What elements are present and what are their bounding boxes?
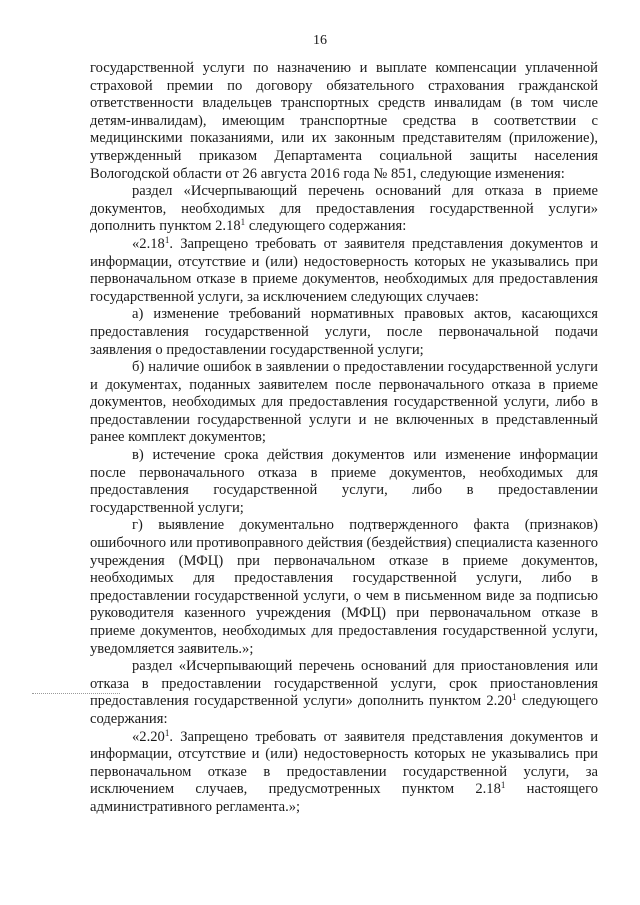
paragraph-text: следующего содержания: [90,693,599,727]
page-number: 16 [313,33,327,48]
paragraph-text: раздел «Исчерпывающий перечень оснований для отказа в приеме документов, необходимых для предоставления государственной услуги» дополнить пунктом 2.18 [90,183,598,235]
paragraph-text: г) выявление документально подтвержденного факта (признаков) ошибочного или противоправного действия (бездействия) специалиста казенного учреждения (МФЦ) при первоначальном отказе в приеме документов, необходимых для предоставления государственной услуги, либо в предоставлении государственной услуги, о чем в письменном виде за подписью руководителя казенного учреждения (МФЦ) при первоначальном отказе в приеме документов, необходимых для предоставления государственной услуги, уведомляется заявитель.»; [90,517,598,657]
paragraph-text: а) изменение требований нормативных правовых актов, касающихся предоставления государственной услуги, после первоначальной подачи заявления о предоставлении государственной услуги; [90,306,598,358]
superscript: 1 [240,217,246,228]
paragraph-section-suspension [90,658,598,728]
paragraph-text: раздел «Исчерпывающий перечень оснований для приостановления или отказа в предоставлении государственной услуги, срок приостановления предоставления государственной услуги» дополнить пунктом 2.20 [90,658,598,710]
paragraph-item-v [90,447,598,517]
paragraph-text: «2.20 [132,728,165,745]
paragraph-text: «2.18 [132,235,165,252]
paragraph-clause-2-18-1 [90,236,598,306]
superscript: 1 [164,234,170,245]
paragraph-section-refusal-reception [90,183,598,236]
paragraph-text: настоящего административного регламента.»; [90,781,598,815]
paragraph-text: . Запрещено требовать от заявителя представления документов и информации, отсутствие и (или) недостоверность которых не указывались при первоначальном отказе в предоставлении государственной услуги, за исключением случаев, предусмотренных пунктом 2.18 [90,728,598,798]
paragraph-text: в) истечение срока действия документов или изменение информации после первоначального отказа в приеме документов, необходимых для предоставления государственной услуги, либо в предоставлении государственной услуги; [90,447,598,516]
paragraph-item-a [90,306,598,359]
paragraph-item-b [90,359,598,447]
paragraph-text: государственной услуги по назначению и выплате компенсации уплаченной страховой премии по договору обязательного страхования гражданской ответственности владельцев транспортных средств инвалидам (в том числе детям-инвалидам), имеющим транспортные средства в соответствии с медицинскими показаниями, или их законным представителям (приложение), утвержденный приказом Департамента социальной защиты населения Вологодской области от 26 августа 2016 года № 851, следующие изменения: [90,60,598,182]
superscript: 1 [511,692,517,703]
paragraph-item-g [90,517,598,658]
superscript: 1 [164,727,170,738]
document-body [90,60,598,817]
paragraph-text: следующего содержания: [245,218,407,235]
paragraph-clause-2-20-1 [90,729,598,817]
paragraph-text: б) наличие ошибок в заявлении о предоставлении государственной услуги и документах, поданных заявителем после первоначального отказа в приеме документов, необходимых для предоставления государственной услуги, либо в предоставлении государственной услуги и не включенных в представленный ранее комплект документов; [90,359,598,446]
paragraph-intro-continuation [90,60,598,183]
superscript: 1 [500,780,506,791]
paragraph-text: . Запрещено требовать от заявителя представления документов и информации, отсутствие и (или) недостоверность которых не указывались при первоначальном отказе в приеме документов, необходимых для предоставления государственной услуги, за исключением следующих случаев: [90,235,598,305]
